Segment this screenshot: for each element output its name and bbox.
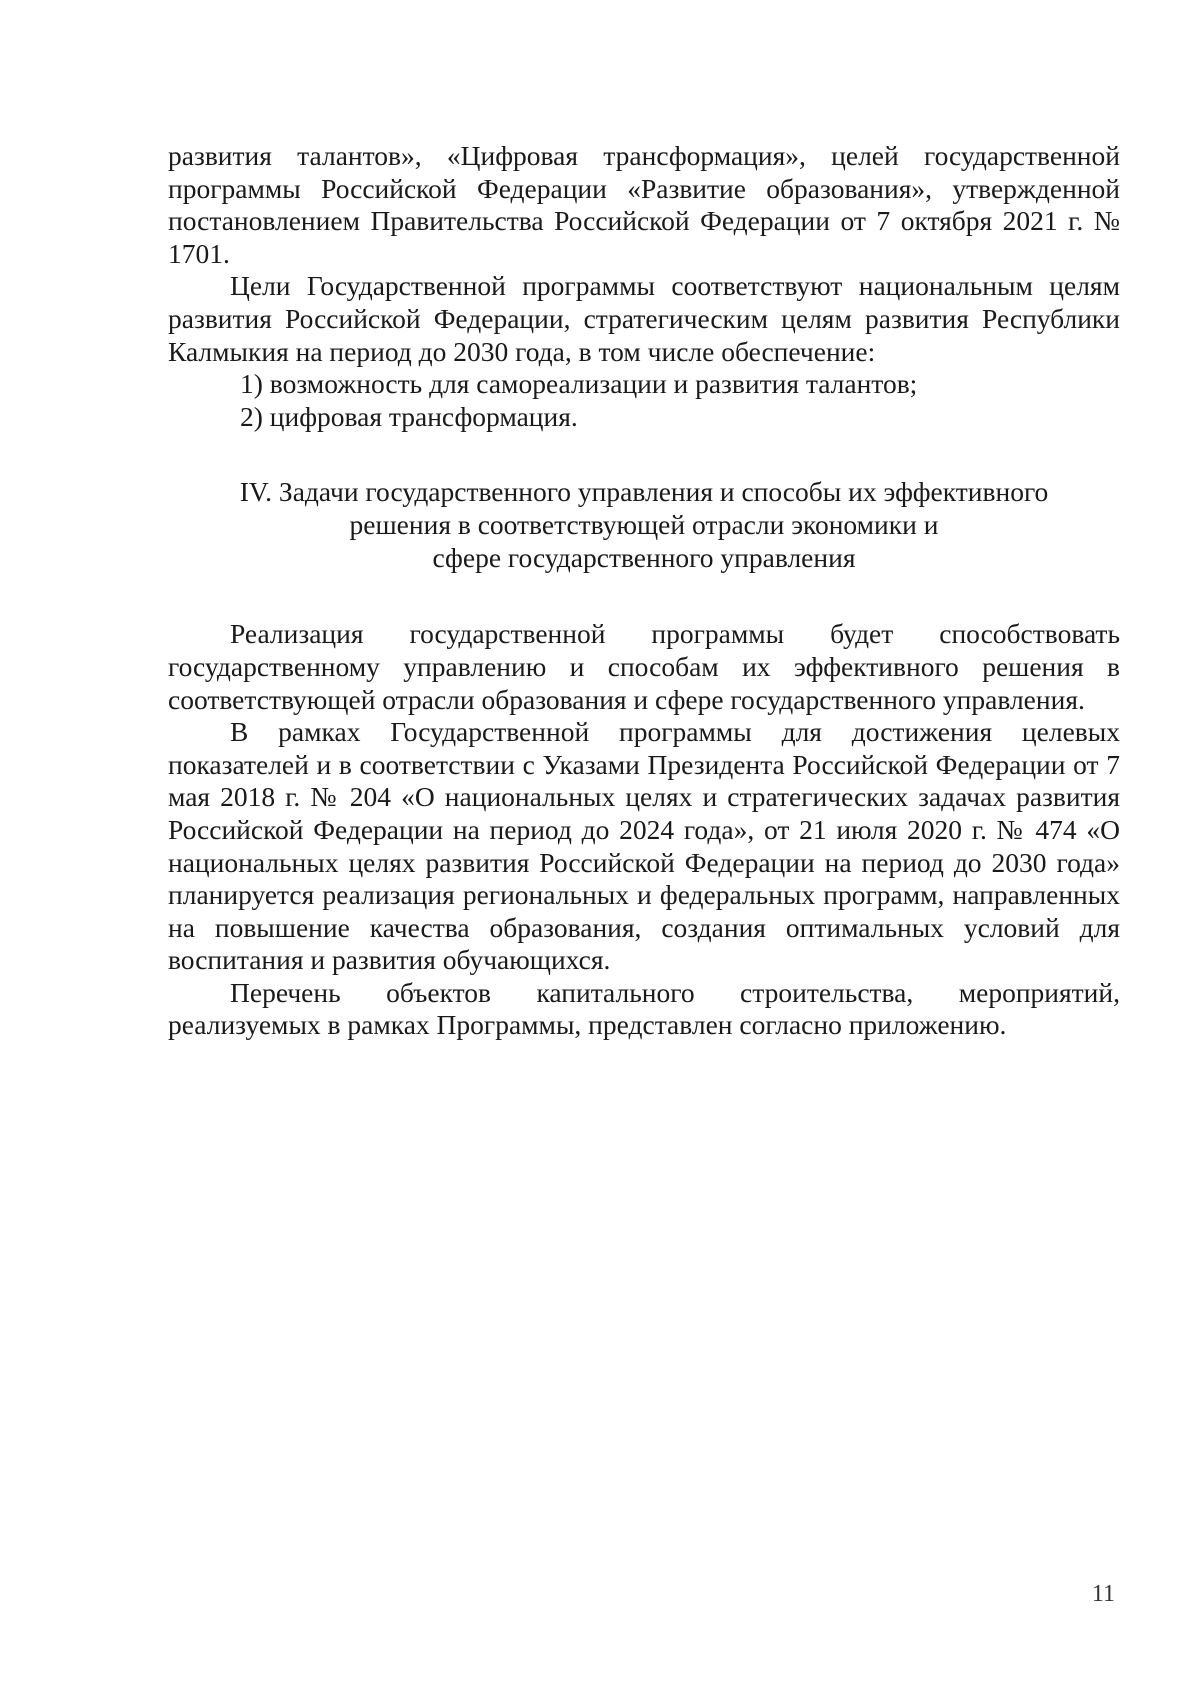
goals-paragraph: Цели Государственной программы соответствуют национальным целям развития Российской Федерации, стратегическим целям развития Республики Калмыкия на период до 2030 года, в том числе обеспечение: [168, 270, 1120, 367]
body-paragraph: Реализация государственной программы будет способствовать государственному управлению и способам их эффективного решения в соответствующей отрасли образования и сфере государственного управления. [168, 618, 1120, 715]
section-heading-line: IV. Задачи государственного управления и способы их эффективного [239, 476, 1049, 508]
goals-list-item: 1) возможность для самореализации и развития талантов; [240, 368, 918, 400]
section-heading-line: решения в соответствующей отрасли экономики и [349, 509, 939, 541]
body-paragraph: В рамках Государственной программы для достижения целевых показателей и в соответствии с Указами Президента Российской Федерации от 7 мая 2018 г. № 204 «О национальных целях и стратегических задачах развития Российской Федерации на период до 2024 года», от 21 июля 2020 г. № 474 «О национальных целях развития Российской Федерации на период до 2030 года» планируется реализация региональных и федеральных программ, направленных на повышение качества образования, создания оптимальных условий для воспитания и развития обучающихся. [168, 716, 1120, 976]
page-number: 11 [1091, 1581, 1115, 1607]
body-paragraph: Перечень объектов капитального строительства, мероприятий, реализуемых в рамках Программы, представлен согласно приложению. [168, 976, 1120, 1041]
section-heading [168, 475, 1120, 574]
goals-list-item: 2) цифровая трансформация. [240, 400, 578, 432]
section-heading-line: сфере государственного управления [432, 542, 856, 574]
page-content [168, 140, 1120, 1042]
intro-paragraph: развития талантов», «Цифровая трансформация», целей государственной программы Российской Федерации «Развитие образования», утвержденной постановлением Правительства Российской Федерации от 7 октября 2021 г. № 1701. [168, 140, 1120, 269]
